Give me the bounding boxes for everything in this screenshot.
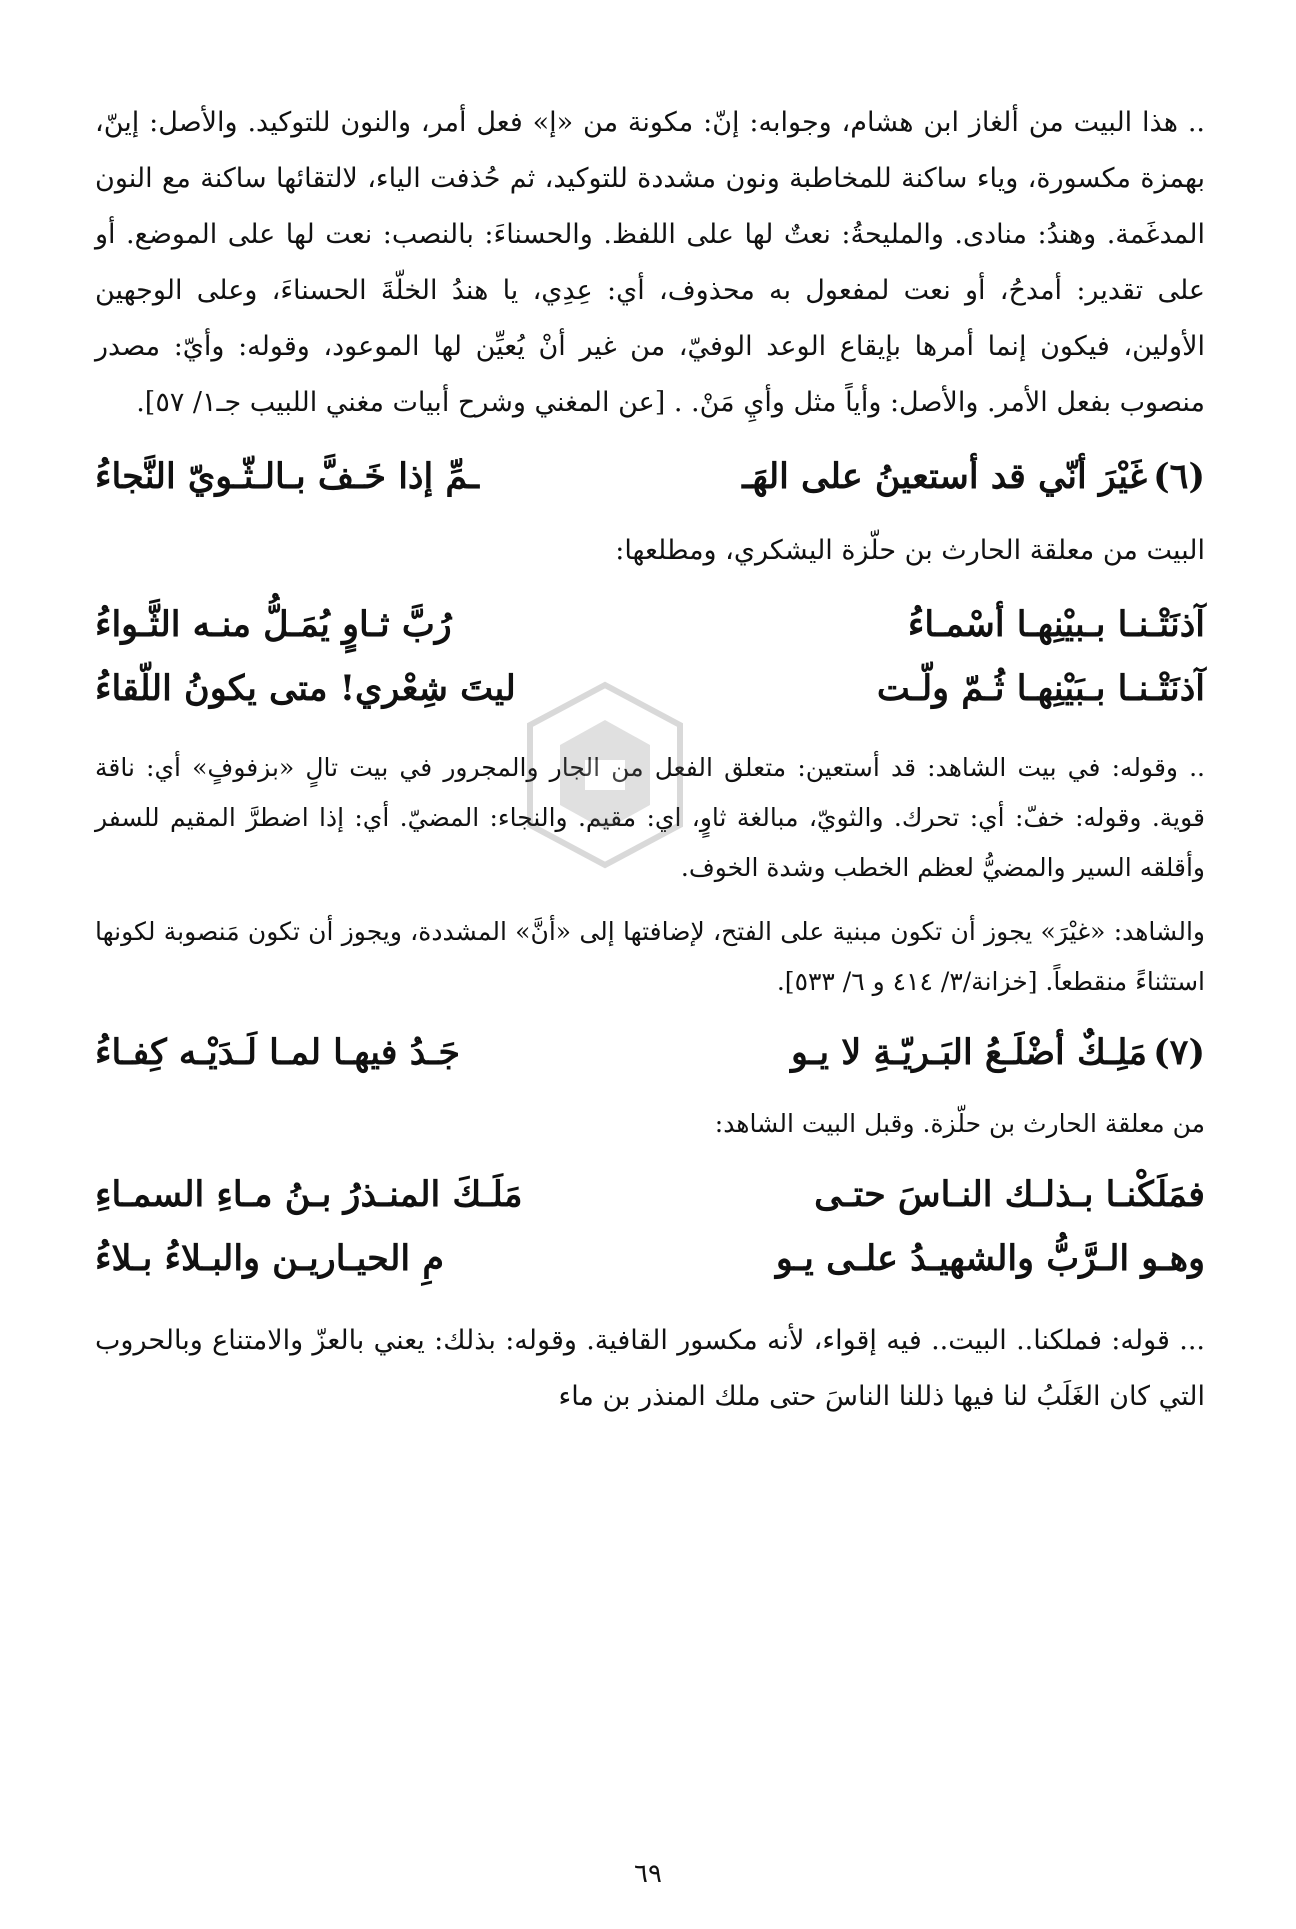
- verse-7: [95, 1021, 1205, 1085]
- verse-6-second-hemistich: ـمِّ إذا خَـفَّ بـالـثّـويّ النَّجاءُ: [95, 456, 479, 497]
- explanation-paragraph: .. وقوله: في بيت الشاهد: قد أستعين: متعلق الفعل من الجار والمجرور في بيت تالٍ «بزفوفٍ» أي: ناقة قوية. وقوله: خفّ: أي: تحرك. والثويّ، مبالغة ثاوٍ، اي: مقيم. والنجاء: المضيّ. أي: إذا اضطرَّ المقيم للسفر وأقلقه السير والمضيُّ لعظم الخطب وشدة الخوف.: [95, 753, 1206, 882]
- preceding-verse-2-second: مِ الحيـاريـن والبـلاءُ بـلاءُ: [95, 1238, 445, 1279]
- preceding-verse-1-first: فمَلَكْنـا بـذلـك النـاسَ حتـى: [814, 1174, 1205, 1215]
- shahid-paragraph: والشاهد: «غيْرَ» يجوز أن تكون مبنية على الفتح، لإضافتها إلى «أنَّ» المشددة، ويجوز أن تكون مَنصوبة لكونها استثناءً منقطعاً. [خزانة/٣/ ٤١٤ و ٦/ ٥٣٣].: [95, 917, 1205, 996]
- matla-verse-2-first: آذنَتْـنـا بـبَيْنِهـا ثُـمّ ولّـت: [876, 668, 1205, 709]
- matla-verse-1-first: آذنَتْـنـا بـبيْنِهـا أسْمـاءُ: [907, 604, 1205, 645]
- page-number: ٦٩: [634, 1859, 662, 1889]
- verse-6-number: (٦): [1153, 456, 1205, 497]
- preceding-verse-1: [95, 1163, 1205, 1227]
- verse-7-first-hemistich: [628, 1021, 1205, 1085]
- watermark-logo: [520, 680, 690, 870]
- verse-7-second-hemistich: جَـدُ فيهـا لمـا لَـدَيْـه كِفـاءُ: [95, 1032, 460, 1073]
- preceding-verse-1-second: مَلَـكَ المنـذرُ بـنُ مـاءِ السمـاءِ: [95, 1174, 523, 1215]
- preceding-verse-2-first: وهـو الـرَّبُّ والشهيـدُ علـى يـو: [775, 1238, 1205, 1279]
- source-note-2: من معلقة الحارث بن حلّزة. وقبل البيت الشاهد:: [714, 1109, 1205, 1138]
- verse-7-number: (٧): [1153, 1032, 1205, 1073]
- commentary-paragraph: .. هذا البيت من ألغاز ابن هشام، وجوابه: إنّ: مكونة من «إ» فعل أمر، والنون للتوكيد. والأصل: إينّ، بهمزة مكسورة، وياء ساكنة للمخاطبة ونون مشددة للتوكيد، ثم حُذفت الياء، لالتقائها ساكنة مع النون المدغَمة. وهندُ: منادى. والمليحةُ: نعتٌ لها على اللفظ. والحسناءَ: بالنصب: نعت لها على الموضع. أو على تقدير: أمدحُ، أو نعت لمفعول به محذوف، أي: عِدِي، يا هندُ الخلّةَ الحسناءَ، وعلى الوجهين الأولين، فيكون إنما أمرها بإيقاع الوعد الوفيّ، من غير أنْ يُعيِّن لها الموعود، وقوله: وأيّ: مصدر منصوب بفعل الأمر. والأصل: وأياً مثل وأيِ مَنْ. . [عن المغني وشرح أبيات مغني اللبيب جـ١/ ٥٧].: [95, 107, 1206, 418]
- verse-6: [95, 445, 1205, 509]
- verse-6-first-hemistich: [628, 445, 1205, 509]
- preceding-verse-2: [95, 1227, 1205, 1291]
- verse-7-first-text: مَلِـكٌ أضْلَـعُ البَـريّـةِ لا يـو: [791, 1032, 1148, 1073]
- final-paragraph: ... قوله: فملكنا.. البيت.. فيه إقواء، لأنه مكسور القافية. وقوله: بذلك: يعني بالعزّ والامتناع وبالحروب التي كان الغَلَبُ لنا فيها ذللنا الناسَ حتى ملك المنذر بن ماء: [95, 1325, 1205, 1412]
- matla-verse-1-second: رُبَّ ثـاوٍ يُمَـلُّ منـه الثَّـواءُ: [95, 604, 452, 645]
- page-body: [95, 95, 1205, 1895]
- matla-verse-1: [95, 593, 1205, 657]
- source-note: البيت من معلقة الحارث بن حلّزة اليشكري، ومطلعها:: [615, 535, 1205, 566]
- verse-6-first-text: غَيْرَ أنّي قد أستعينُ على الهَـ: [742, 456, 1148, 497]
- matla-verse-2-second: ليتَ شِعْري! متى يكونُ اللّقاءُ: [95, 668, 516, 709]
